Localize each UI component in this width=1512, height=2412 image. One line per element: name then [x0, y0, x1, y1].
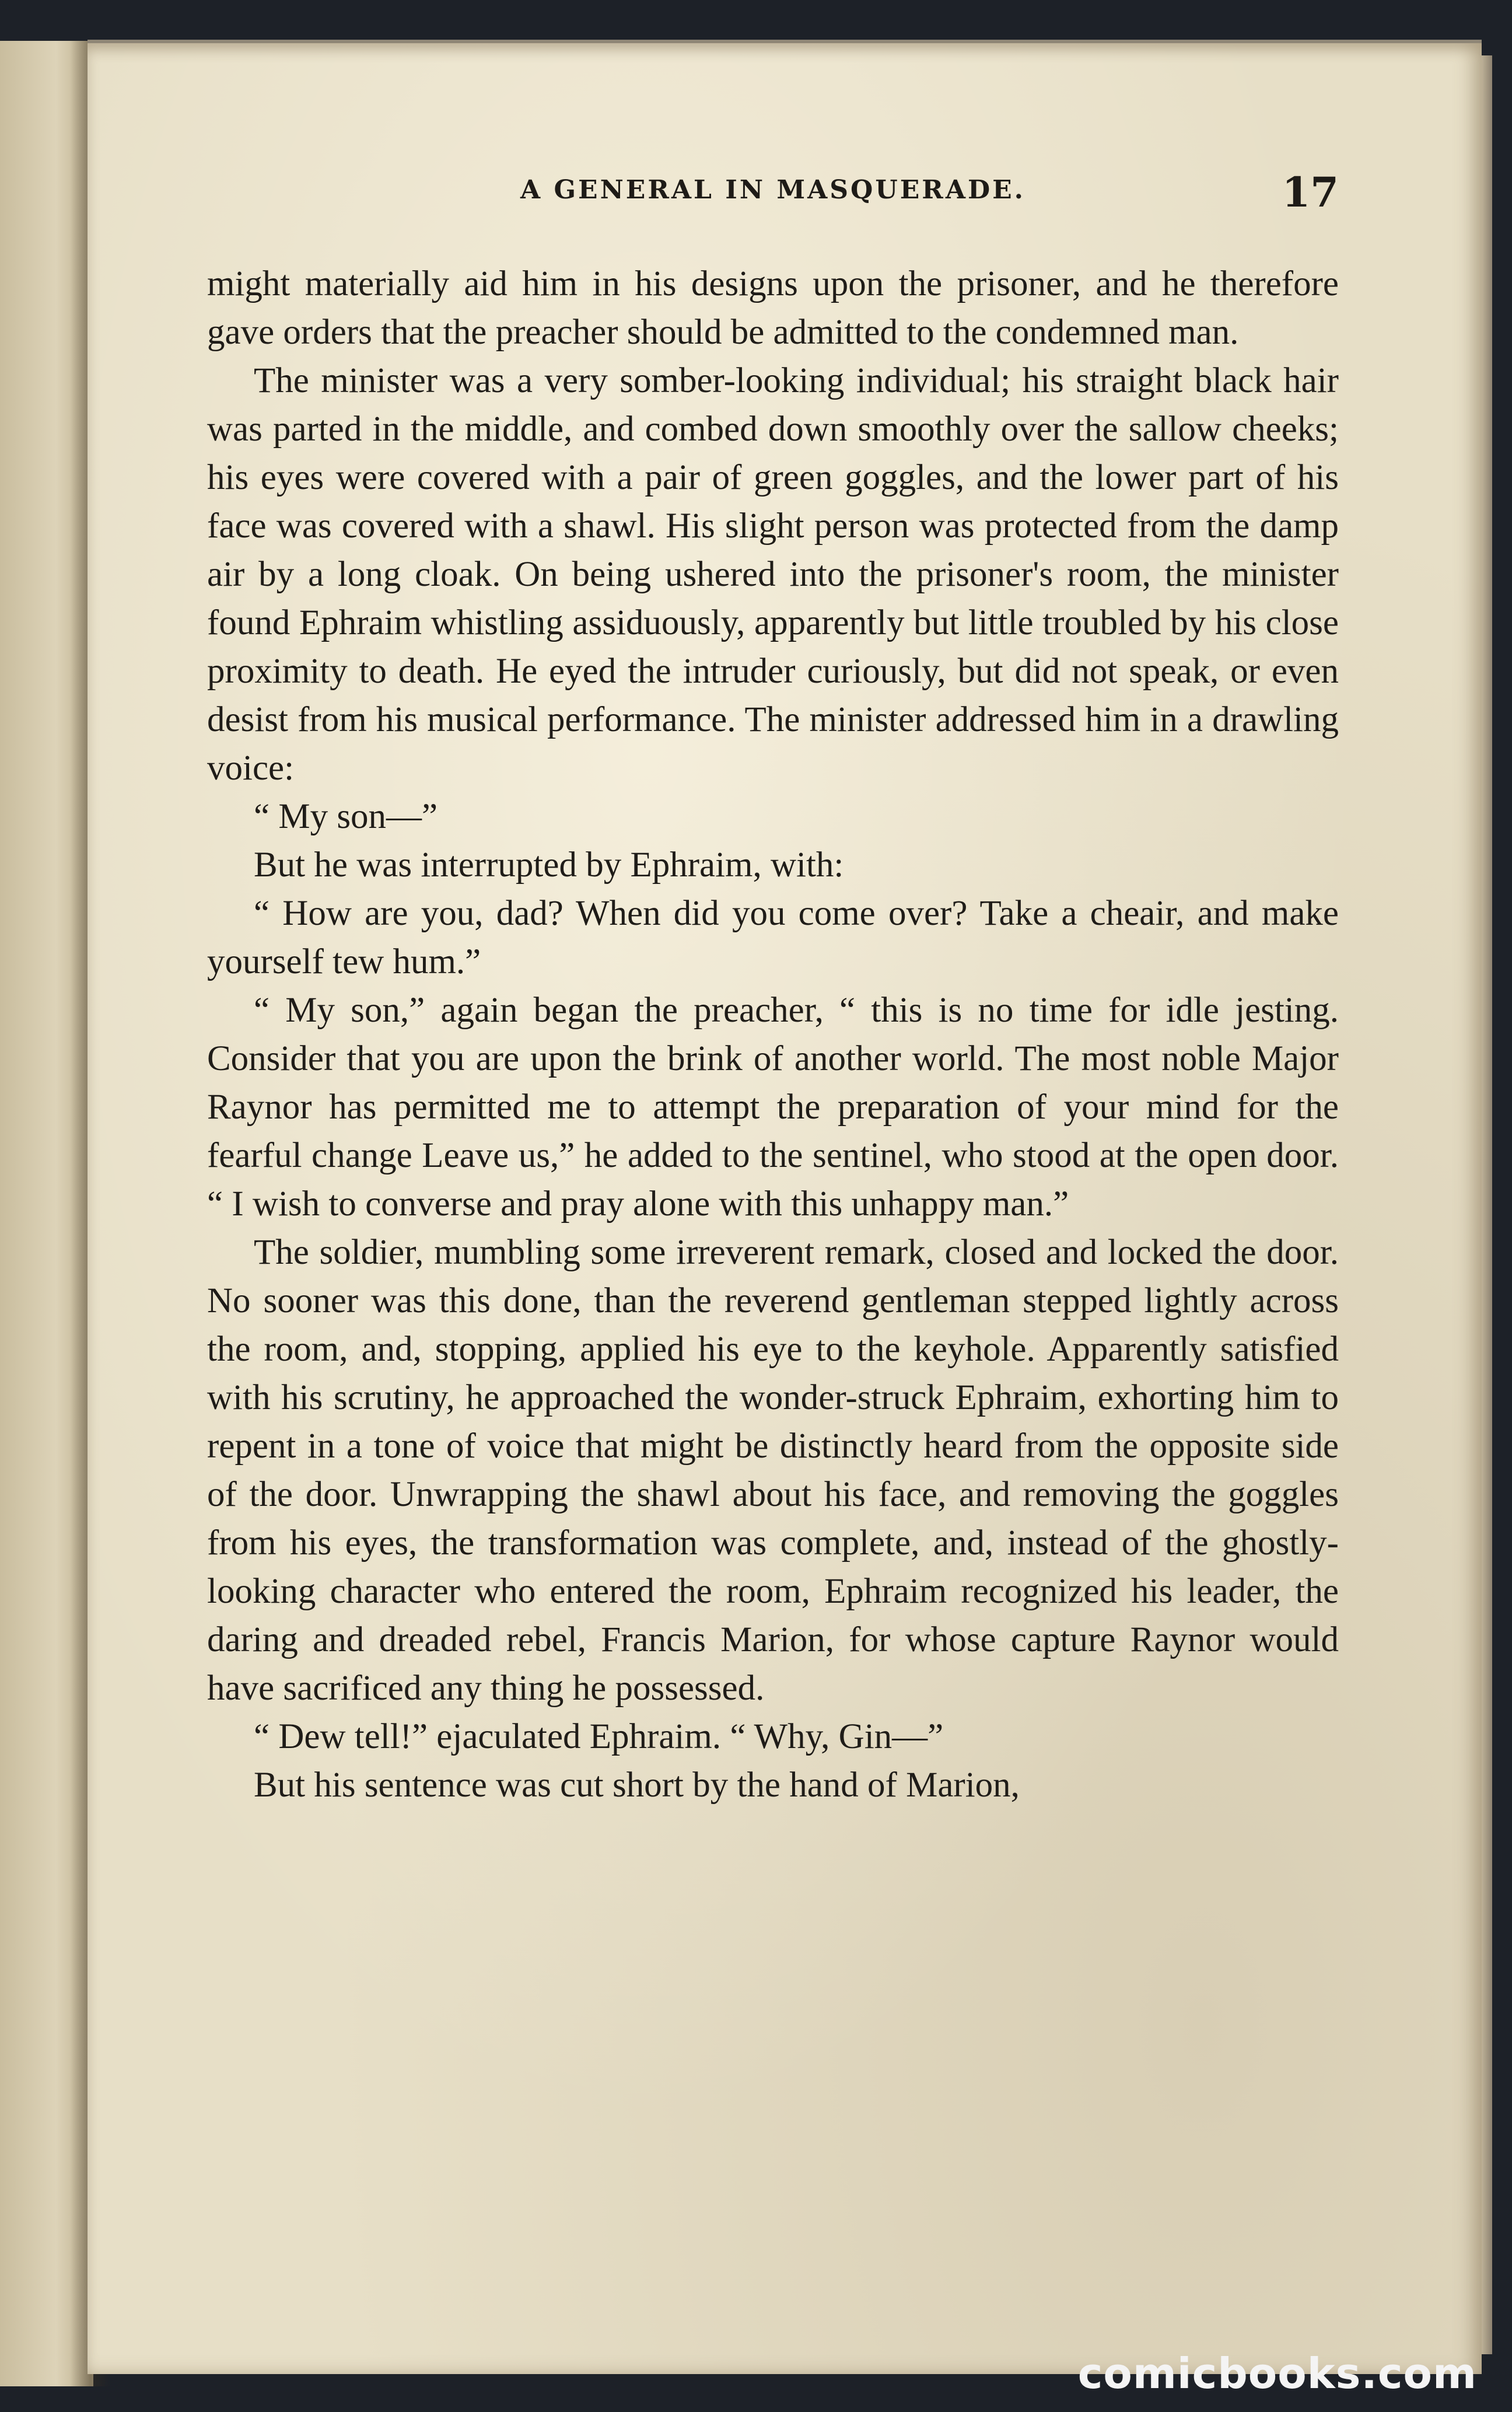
paragraph: might materially aid him in his designs upon the prisoner, and he therefore gave orders that the preacher should be admitted to the condemned man. — [207, 264, 1339, 352]
paragraph: “ How are you, dad? When did you come over? Take a cheair, and make yourself tew hum.” — [207, 894, 1339, 981]
body-text — [207, 260, 1339, 1809]
paragraph: But he was interrupted by Ephraim, with: — [254, 845, 844, 885]
paragraph: “ Dew tell!” ejaculated Ephraim. “ Why, Gin—” — [254, 1717, 944, 1756]
page-number: 17 — [1282, 168, 1339, 216]
site-watermark: comicbooks.com — [1077, 2349, 1477, 2398]
page-header — [207, 168, 1339, 228]
paragraph: The soldier, mumbling some irreverent remark, closed and locked the door. No sooner was this done, than the reverend gentleman stepped lightly across the room, and, stopping, applied his eye to the keyhole. Apparently satisfied with his scrutiny, he approached the wonder-struck Ephraim, exhorting him to repent in a tone of voice that might be distinctly heard from the opposite side of the door. Unwrapping the shawl about his face, and removing the goggles from his eyes, the transformation was complete, and, instead of the ghostly-looking character who entered the room, Ephraim recognized his leader, the daring and dreaded rebel, Francis Marion, for whose capture Raynor would have sacrificed any thing he possessed. — [207, 1233, 1339, 1708]
paragraph: “ My son,” again began the preacher, “ this is no time for idle jesting. Consider that you are upon the brink of another world. The most noble Major Raynor has permitted me to attempt the preparation of your mind for the fearful change Leave us,” he added to the sentinel, who stood at the open door. “ I wish to converse and pray alone with this unhappy man.” — [207, 991, 1339, 1224]
paragraph: “ My son—” — [254, 797, 438, 836]
paragraph: The minister was a very somber-looking individual; his straight black hair was parted in the middle, and combed down smoothly over the sallow cheeks; his eyes were covered with a pair of green goggles, and the lower part of his face was covered with a shawl. His slight person was protected from the damp air by a long cloak. On being ushered into the prisoner's room, the minister found Ephraim whistling assiduously, apparently but little troubled by his close proximity to death. He eyed the intruder curiously, but did not speak, or even desist from his musical performance. The minister addressed him in a drawling voice: — [207, 361, 1339, 788]
running-head: A GENERAL IN MASQUERADE. — [520, 175, 1026, 205]
page-edge — [1482, 55, 1492, 2354]
paragraph: But his sentence was cut short by the hand of Marion, — [254, 1766, 1020, 1805]
